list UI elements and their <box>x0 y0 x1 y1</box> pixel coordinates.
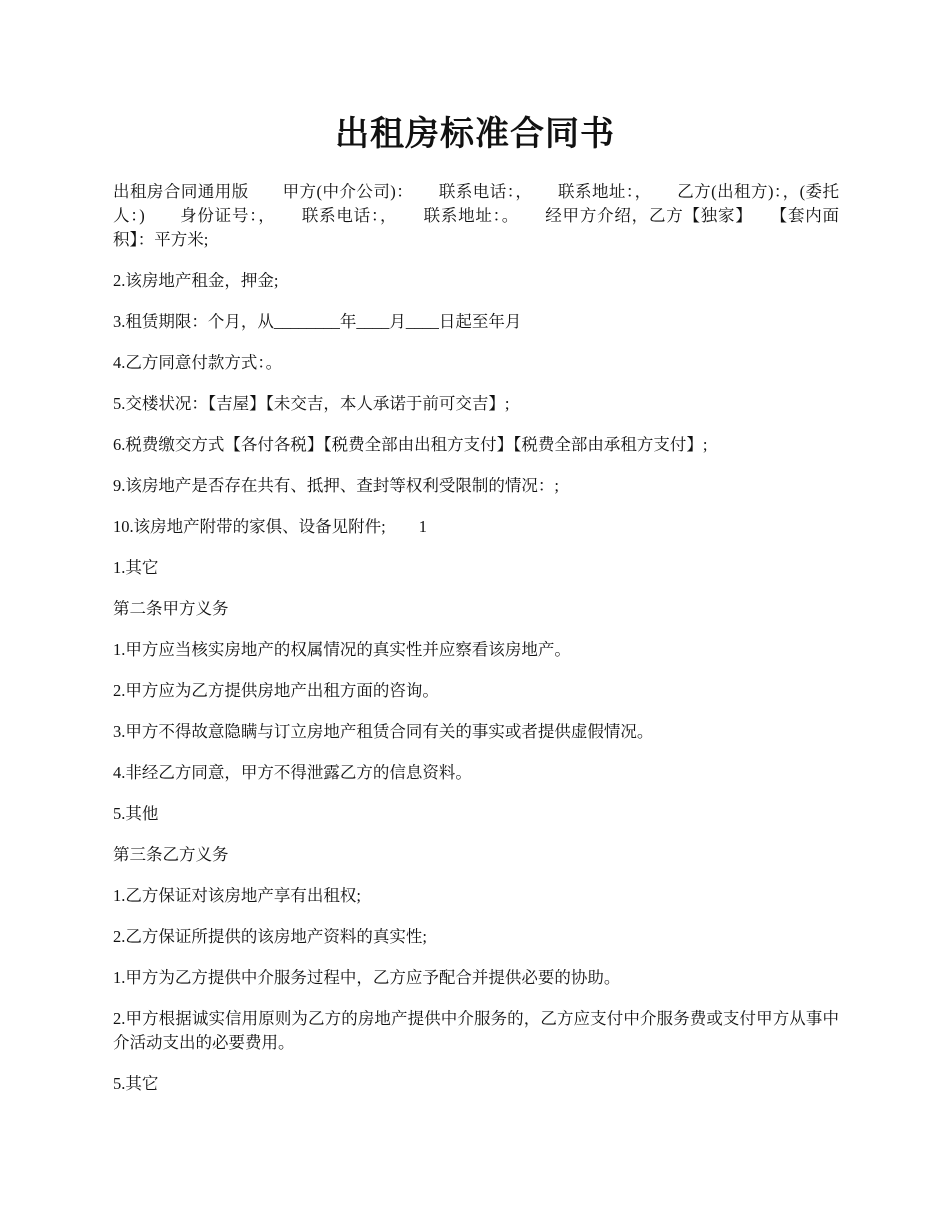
paragraph-a-duty-4: 4.非经乙方同意，甲方不得泄露乙方的信息资料。 <box>113 763 472 782</box>
paragraph-payment: 4.乙方同意付款方式：。 <box>113 353 283 372</box>
paragraph-lease-term: 3.租赁期限：个月，从________年____月____日起至年月 <box>113 312 522 331</box>
paragraph-handover: 5.交楼状况：【吉屋】【未交吉，本人承诺于前可交吉】; <box>113 394 510 413</box>
paragraph-tax: 6.税费缴交方式【各付各税】【税费全部由出租方支付】【税费全部由承租方支付】; <box>113 435 708 454</box>
paragraph-restrictions: 9.该房地产是否存在共有、抵押、查封等权利受限制的情况：; <box>113 476 559 495</box>
section-heading-party-b: 第三条乙方义务 <box>113 845 229 864</box>
paragraph-other-2: 5.其它 <box>113 1074 159 1093</box>
paragraph-a-duty-5: 5.其他 <box>113 804 159 823</box>
paragraph-a-duty-1: 1.甲方应当核实房地产的权属情况的真实性并应察看该房地产。 <box>113 640 571 659</box>
paragraph-b-duty-2: 2.乙方保证所提供的该房地产资料的真实性; <box>113 927 427 946</box>
paragraph-furniture: 10.该房地产附带的家俱、设备见附件; 1 <box>113 517 427 536</box>
paragraph-rent: 2.该房地产租金，押金; <box>113 271 279 290</box>
paragraph-b-duty-4: 2.甲方根据诚实信用原则为乙方的房地产提供中介服务的，乙方应支付中介服务费或支付甲方从事中介活动支出的必要费用。 <box>113 1009 839 1052</box>
paragraph-a-duty-2: 2.甲方应为乙方提供房地产出租方面的咨询。 <box>113 681 439 700</box>
paragraph-b-duty-3: 1.甲方为乙方提供中介服务过程中，乙方应予配合并提供必要的协助。 <box>113 968 621 987</box>
paragraph-other-1: 1.其它 <box>113 558 159 577</box>
document-title: 出租房标准合同书 <box>335 116 615 153</box>
intro-paragraph: 出租房合同通用版 甲方(中介公司)： 联系电话：， 联系地址：， 乙方(出租方)：，(委托人：) 身份证号：， 联系电话：， 联系地址：。 经甲方介绍，乙方【独家】 【套内面积】：平方米; <box>113 182 839 249</box>
section-heading-party-a: 第二条甲方义务 <box>113 599 229 618</box>
paragraph-a-duty-3: 3.甲方不得故意隐瞒与订立房地产租赁合同有关的事实或者提供虚假情况。 <box>113 722 654 741</box>
document-body <box>113 180 839 1113</box>
paragraph-b-duty-1: 1.乙方保证对该房地产享有出租权; <box>113 886 361 905</box>
